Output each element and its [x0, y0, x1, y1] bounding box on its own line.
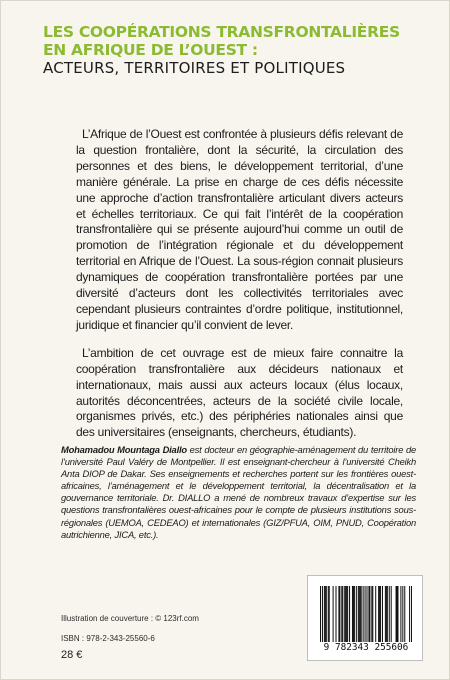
- barcode-bar: [397, 586, 398, 642]
- barcode-bar: [358, 586, 359, 642]
- barcode-bar: [396, 586, 397, 642]
- barcode-bar: [380, 586, 381, 642]
- barcode-bar: [389, 586, 390, 642]
- barcode-bar: [365, 586, 366, 642]
- title-block: [43, 23, 423, 78]
- isbn: ISBN : 978-2-343-25560-6: [61, 634, 155, 643]
- barcode-bar: [344, 586, 345, 642]
- cover-illustration-credit: Illustration de couverture : © 123rf.com: [61, 614, 199, 623]
- barcode-bar: [326, 586, 327, 642]
- barcode-bar: [354, 586, 355, 642]
- author-name: Mohamadou Mountaga Diallo: [61, 444, 187, 455]
- barcode-bar: [333, 586, 334, 642]
- barcode-bar: [409, 586, 410, 642]
- barcode-bar: [328, 586, 329, 642]
- barcode-bar: [346, 586, 347, 642]
- barcode-bar: [386, 586, 387, 642]
- barcode-bar: [352, 586, 353, 642]
- barcode-bar: [387, 586, 388, 642]
- barcode-bar: [325, 586, 326, 642]
- summary: [76, 127, 403, 453]
- author-bio-body: est docteur en géographie-aménagement du territoire de l’université Paul Valéry de Montpellier. Il est enseignant-chercheur à l’université Cheikh Anta DIOP de Dakar. Ses enseignements et recherches portent sur les frontières ouest-africaines, l’aménagement et le développement territorial, la décentralisation et la gouvernance territoriale. Dr. DIALLO a mené de nombreux travaux d’expertise sur les questions transfrontalières ouest-africaines pour le compte de plusieurs institutions sous-régionales (UEMOA, CEDEAO) et internationales (GIZ/PFUA, OIM, PNUD, Coopération autrichienne, JICA, etc.).: [61, 444, 416, 540]
- barcode-bar: [338, 586, 339, 642]
- barcode-bar: [363, 586, 364, 642]
- summary-paragraph: L’Afrique de l’Ouest est confrontée à plusieurs défis relevant de la question frontalière, dont la sécurité, la circulation des personnes et des biens, le développement territorial, d’une manière générale. La prise en charge de ces défis nécessite une approche d’action transfrontalière articulant divers acteurs et échelles territoriaux. Ce qui fait l’intérêt de la coopération transfrontalière qui se présente aujourd’hui comme un outil de promotion de l’intégration régionale et du développement territorial en Afrique de l’Ouest. La sous-région connait plusieurs dynamiques de coopération transfrontalière portées par une diversité d’acteurs dont les collectivités territoriales avec cependant plusieurs contraintes d’ordre politique, institutionnel, juridique et financier qu’il convient de lever.: [76, 127, 403, 332]
- price: 28 €: [61, 649, 83, 661]
- barcode-bar: [320, 586, 321, 642]
- barcode-bar: [322, 586, 323, 642]
- barcode-bar: [372, 586, 373, 642]
- barcode-bar: [400, 586, 401, 642]
- title-line: LES COOPÉRATIONS TRANSFRONTALIÈRES: [43, 23, 400, 41]
- barcode-bar: [378, 586, 379, 642]
- barcode-bar: [347, 586, 348, 642]
- barcode-bar: [368, 586, 369, 642]
- barcode-bar: [382, 586, 383, 642]
- barcode-bar: [342, 586, 343, 642]
- barcode-bar: [339, 586, 340, 642]
- author-bio-text: [61, 444, 416, 541]
- barcode-bar: [404, 586, 405, 642]
- summary-paragraph: L’ambition de cet ouvrage est de mieux faire connaitre la coopération transfrontalière aux décideurs nationaux et internationaux, mais aussi aux acteurs locaux (élus locaux, autorités déconcentrées, acteurs de la société civile locale, organismes privés, etc.) des périphéries nationales ainsi que des universitaires (enseignants, chercheurs, étudiants).: [76, 345, 403, 440]
- barcode-bar: [371, 586, 372, 642]
- barcode-bar: [402, 586, 403, 642]
- barcode-bar: [324, 586, 325, 642]
- barcode-bar: [361, 586, 362, 642]
- barcode-bar: [359, 586, 360, 642]
- barcode-bar: [369, 586, 370, 642]
- barcode-bar: [360, 586, 361, 642]
- barcode-bar: [391, 586, 392, 642]
- barcode-bar: [385, 586, 386, 642]
- barcode-bar: [397, 586, 398, 642]
- barcode-bars: [320, 586, 412, 642]
- barcode-bar: [356, 586, 357, 642]
- barcode-bar: [345, 586, 346, 642]
- barcode-bar: [375, 586, 376, 642]
- barcode-bar: [411, 586, 412, 642]
- subtitle: ACTEURS, TERRITOIRES ET POLITIQUES: [43, 59, 346, 77]
- barcode: [307, 575, 423, 661]
- barcode-bar: [379, 586, 380, 642]
- barcode-bar: [341, 586, 342, 642]
- barcode-digits: 9 782343 255606: [323, 642, 409, 653]
- barcode-bar: [366, 586, 367, 642]
- barcode-bar: [353, 586, 354, 642]
- barcode-bar: [335, 586, 336, 642]
- barcode-bar: [349, 586, 350, 642]
- author-bio: [61, 444, 416, 541]
- barcode-bar: [329, 586, 330, 642]
- title-line: EN AFRIQUE DE L’OUEST :: [43, 41, 258, 59]
